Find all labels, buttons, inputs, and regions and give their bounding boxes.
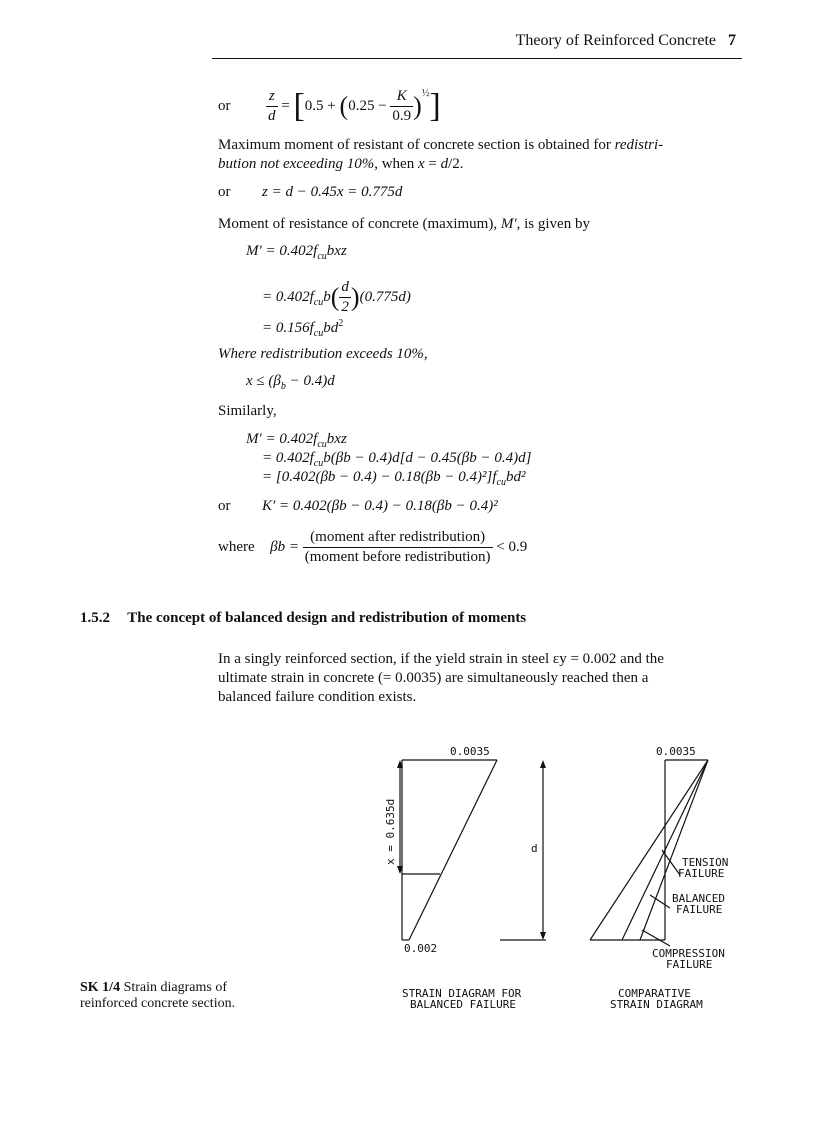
eq1-term1: 0.5 +: [304, 98, 340, 114]
z-over-d: $\frac{z}{d}$: [268, 88, 276, 125]
figure-label: SK 1/4: [80, 980, 121, 995]
figure-caption: SK 1/4 Strain diagrams of reinforced concrete section.: [80, 980, 236, 1011]
depth-dim-arrow-bottom: [540, 932, 546, 940]
header-title: Theory of Reinforced Concrete: [515, 32, 716, 49]
section-heading: [80, 609, 526, 628]
paragraph-redistribution: Where redistribution exceeds 10%,: [218, 346, 428, 362]
k-over-09: $\frac{K}{0.9}$: [392, 88, 412, 125]
paragraph-max-moment: Maximum moment of resistant of concrete section is obtained for redistri- bution not exceeding 10%, when x = d/2.: [218, 137, 664, 172]
d-over-2: $\frac{d}{2}$: [341, 279, 349, 315]
section-number: 1.5.2: [80, 610, 110, 626]
paragraph-balanced: In a singly reinforced section, if the yield strain in steel εy = 0.002 and the ultimate strain in concrete (= 0.0035) are simultaneously reached then a balanced failure condition exists.: [218, 651, 664, 705]
depth-dim-arrow-top: [540, 760, 546, 768]
right-caption-1: COMPARATIVE: [618, 987, 691, 1000]
balanced-label-1: BALANCED: [672, 892, 725, 905]
equation-k-prime: or K′ = 0.402(βb − 0.4) − 0.18(βb − 0.4)²: [218, 498, 498, 514]
left-top-strain-label: 0.0035: [450, 745, 490, 758]
na-depth-label: x = 0.635d: [384, 798, 397, 865]
left-caption-2: BALANCED FAILURE: [410, 998, 516, 1011]
equation-x-limit: $x \le (\beta_b - 0.4)d$: [246, 373, 335, 392]
compression-label-2: FAILURE: [666, 958, 713, 971]
tension-label-1: TENSION: [682, 856, 729, 869]
equation-m-prime-line2: = $0.402f_{cu}b$( $\frac{d}{2}$ )(0.775d): [262, 279, 411, 315]
compression-leader: [642, 930, 670, 946]
compression-label-1: COMPRESSION: [652, 947, 725, 960]
equation-lever-arm: or $\frac{z}{d}$ = [0.5 + (0.25 − $\frac{K}{0.9}$ )$^{\frac{1}{2}}$]: [218, 87, 441, 125]
equation-m-prime-redist-1: $M' = 0.402f_{cu}bxz$: [246, 431, 347, 450]
equation-m-prime-line1: $M' = 0.402f_{cu}bxz$: [246, 243, 347, 262]
equation-m-prime-redist-3: = $[0.402(\beta b - 0.4) - 0.18(\beta b - 0.4)^2]f_{cu}bd^2$: [262, 469, 526, 488]
right-top-strain-label: 0.0035: [656, 745, 696, 758]
right-caption-2: STRAIN DIAGRAM: [610, 998, 703, 1011]
running-header: [516, 32, 736, 50]
page-number: 7: [728, 32, 736, 49]
strain-figure: [360, 740, 760, 1020]
tension-label-2: FAILURE: [678, 867, 725, 880]
redistribution-ratio: $\frac{\text{(moment after redistribution)}}{\text{(moment before redistribution)}}$: [304, 529, 491, 565]
eq-prefix: or: [218, 98, 231, 114]
balanced-label-2: FAILURE: [676, 903, 723, 916]
paragraph-moment-resistance: Moment of resistance of concrete (maximum), M′, is given by: [218, 216, 590, 232]
equation-beta-b: where βb = $\frac{\text{(moment after redistribution)}}{\text{(moment before redistribution)}}$ < 0.9: [218, 529, 528, 565]
equation-m-prime-line3: = $0.156f_{cu}bd^2$: [262, 318, 344, 339]
equation-m-prime-redist-2: = $0.402f_{cu}b(\beta b - 0.4)d[d - 0.45(\beta b - 0.4)d]$: [262, 450, 532, 469]
eq1-exponent: ½: [421, 88, 430, 99]
left-caption-1: STRAIN DIAGRAM FOR: [402, 987, 522, 1000]
paragraph-similarly: Similarly,: [218, 403, 277, 419]
eq1-term2: 0.25 −: [348, 98, 391, 114]
depth-label: d: [531, 842, 538, 855]
header-rule: [212, 58, 742, 59]
equation-z: or z = d − 0.45x = 0.775d: [218, 184, 403, 200]
left-strain-profile: [409, 760, 497, 940]
section-title: The concept of balanced design and redistribution of moments: [127, 610, 527, 626]
left-bottom-strain-label: 0.002: [404, 942, 438, 955]
